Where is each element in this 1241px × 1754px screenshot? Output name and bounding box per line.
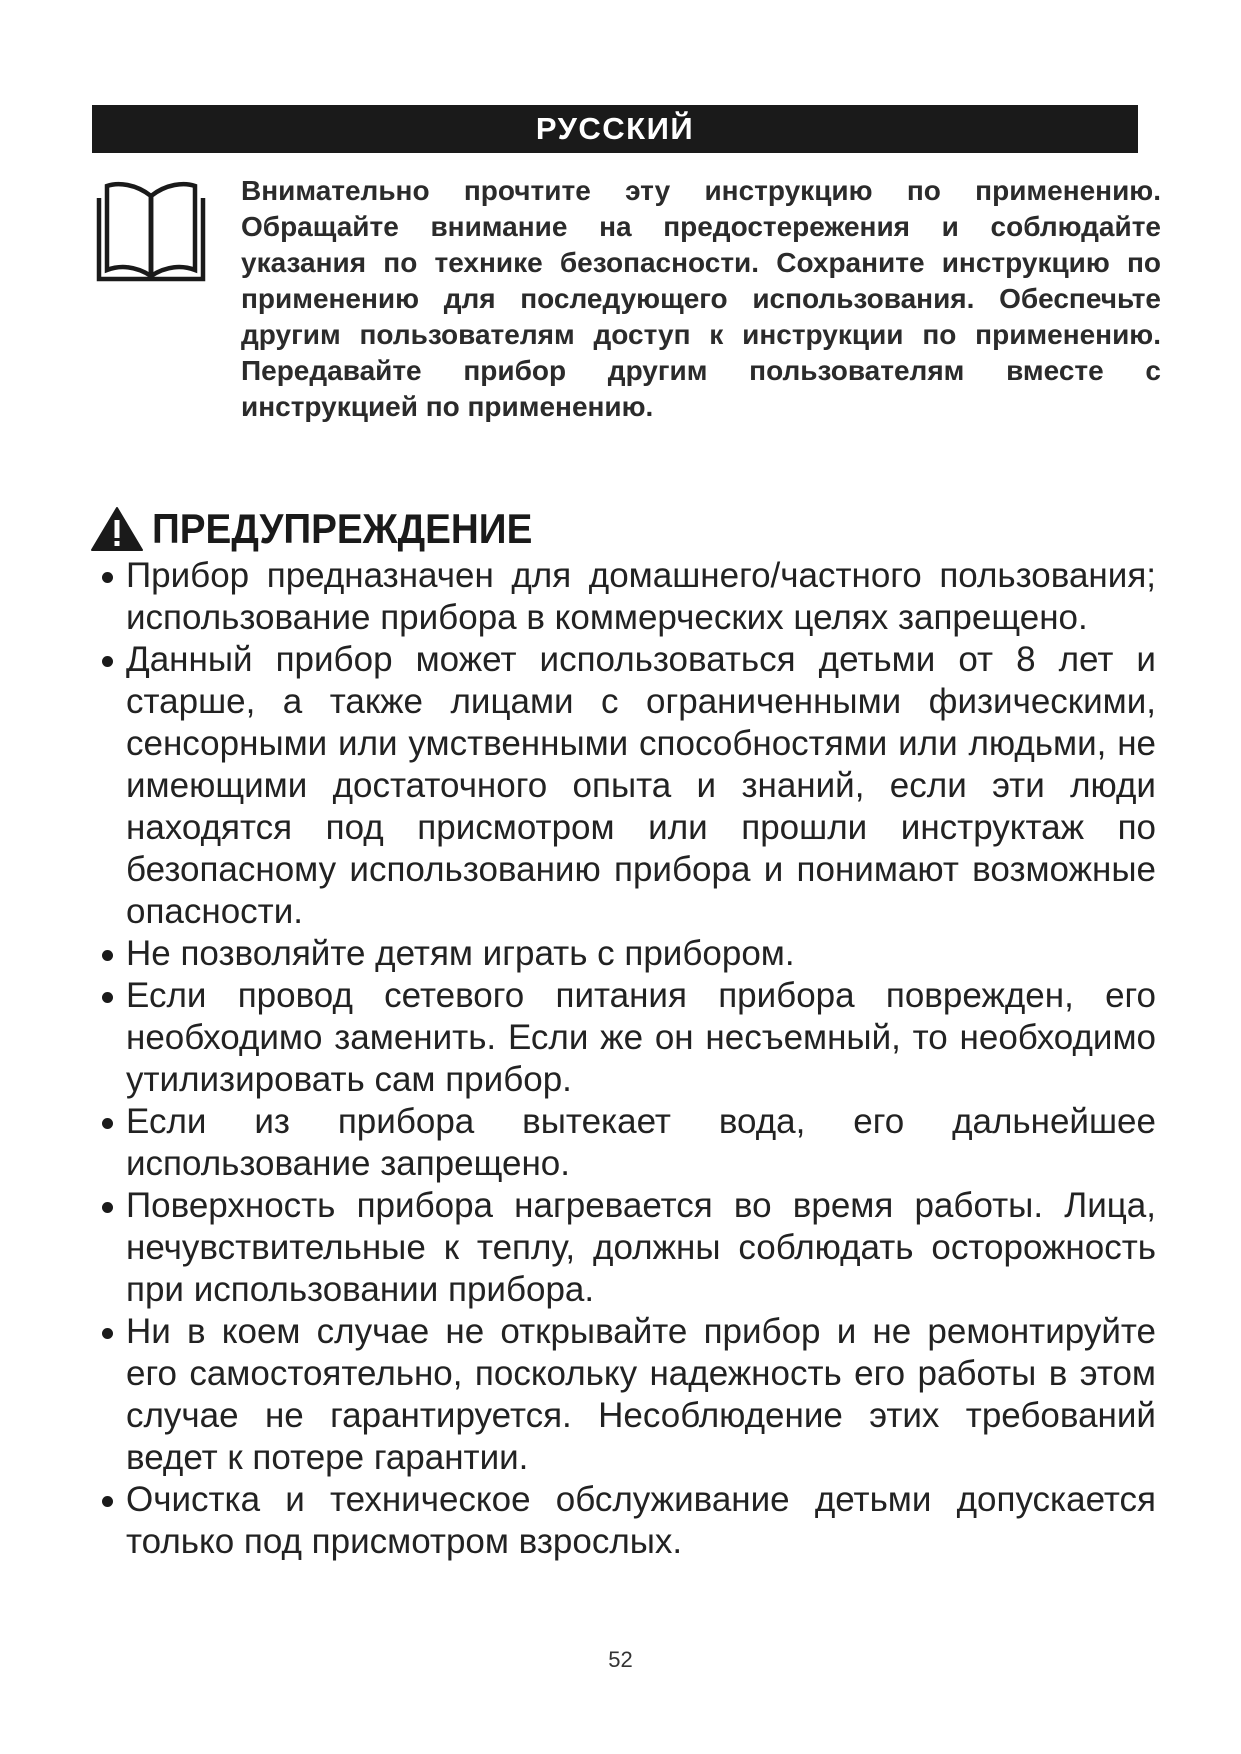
intro-text: Внимательно прочтите эту инструкцию по применению. Обращайте внимание на предостережения и соблюдайте указания по технике безопасности. Сохраните инструкцию по применению для последующего использования. Обеспечьте другим пользователям доступ к инструкции по применению. Передавайте прибор другим пользователям вместе с инструкцией по применению. [241,175,1161,422]
language-label: РУССКИЙ [535,111,695,146]
warning-item-text: Ни в коем случае не открывайте прибор и не ремонтируйте его самостоятельно, поскольку надежность его работы в этом случае не гарантируется. Несоблюдение этих требований ведет к потере гарантии. [126,1312,1156,1477]
warning-item [102,555,1156,639]
bullet-icon [102,950,113,961]
bullet-icon [102,1496,113,1507]
bullet-icon [102,656,113,667]
warning-item [102,1101,1156,1185]
warning-item-text: Если из прибора вытекает вода, его дальнейшее использование запрещено. [126,1102,1156,1183]
warning-item-text: Если провод сетевого питания прибора поврежден, его необходимо заменить. Если же он несъемный, то необходимо утилизировать сам прибор. [126,976,1156,1099]
warning-list [102,555,1156,1563]
language-header [92,105,1138,153]
page-number: 52 [608,1647,633,1672]
warning-item-text: Не позволяйте детям играть с прибором. [126,934,795,973]
warning-item [102,1479,1156,1563]
open-book-icon [90,176,212,282]
bullet-icon [102,1118,113,1129]
warning-heading [90,505,565,553]
warning-item-text: Очистка и техническое обслуживание детьми допускается только под присмотром взрослых. [126,1480,1156,1561]
warning-item [102,975,1156,1101]
warning-item [102,1185,1156,1311]
warning-item [102,933,1156,975]
warning-item [102,1311,1156,1479]
warning-item-text: Поверхность прибора нагревается во время работы. Лица, нечувствительные к теплу, должны соблюдать осторожность при использовании прибора. [126,1186,1156,1309]
bullet-icon [102,1202,113,1213]
warning-title: ПРЕДУПРЕЖДЕНИЕ [152,505,533,552]
bullet-icon [102,992,113,1003]
bullet-icon [102,1328,113,1339]
warning-item-text: Данный прибор может использоваться детьми от 8 лет и старше, а также лицами с ограниченными физическими, сенсорными или умственными способностями или людьми, не имеющими достаточного опыта и знаний, если эти люди находятся под присмотром или прошли инструктаж по безопасному использованию прибора и понимают возможные опасности. [126,640,1156,931]
warning-item-text: Прибор предназначен для домашнего/частного пользования; использование прибора в коммерческих целях запрещено. [126,556,1156,637]
intro-notice [241,173,1161,425]
warning-item [102,639,1156,933]
warning-triangle-icon [90,506,144,552]
bullet-icon [102,572,113,583]
